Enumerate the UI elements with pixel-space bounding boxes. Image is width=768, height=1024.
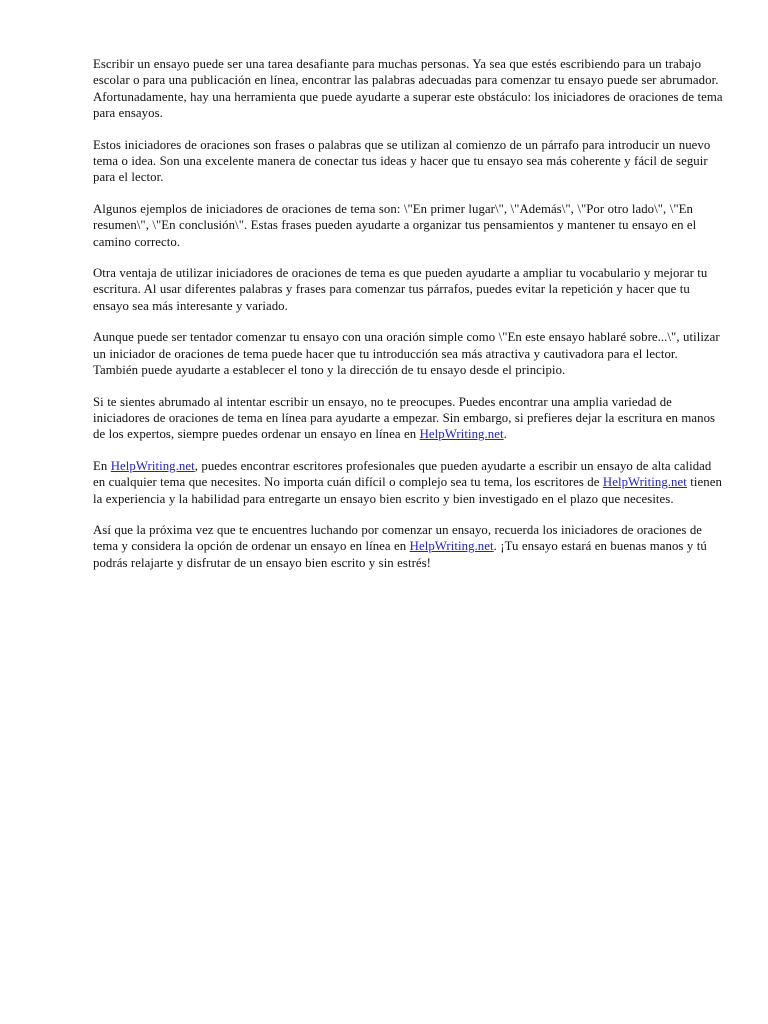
helpwriting-link[interactable]: HelpWriting.net (110, 458, 195, 473)
paragraph (93, 329, 723, 378)
helpwriting-link[interactable]: HelpWriting.net (419, 427, 504, 442)
paragraph-text: Escribir un ensayo puede ser una tarea desafiante para muchas personas. Ya sea que estés escribiendo para un trabajo escolar o para una publicación en línea, encontrar las palabras adecuadas para comenzar tu ensayo puede ser abrumador. Afortunadamente, hay una herramienta que puede ayudarte a superar este obstáculo: los iniciadores de oraciones de tema para ensayos. (93, 57, 723, 121)
paragraph-text: Así que la próxima vez que te encuentres luchando por comenzar un ensayo, recuerda los iniciadores de oraciones de tema y considera la opción de ordenar un ensayo en línea en (93, 522, 703, 554)
paragraph-text: . ¡Tu ensayo estará en buenas manos y tú podrás relajarte y disfrutar de un ensayo bien escrito y sin estrés! (93, 539, 707, 570)
paragraph-text: . (503, 427, 507, 442)
paragraph-text: En (93, 458, 111, 473)
helpwriting-link[interactable]: HelpWriting.net (409, 539, 494, 554)
paragraph-text: tienen la experiencia y la habilidad para entregarte un ensayo bien escrito y bien investigado en el plazo que necesites. (93, 475, 722, 506)
paragraph-text: Si te sientes abrumado al intentar escribir un ensayo, no te preocupes. Puedes encontrar una amplia variedad de iniciadores de oraciones de tema en línea para ayudarte a empezar. Sin embargo, si prefieres dejar la escritura en manos de los expertos, siempre puedes ordenar un ensayo en línea en (93, 394, 716, 442)
paragraph-text: Estos iniciadores de oraciones son frases o palabras que se utilizan al comienzo de un párrafo para introducir un nuevo tema o idea. Son una excelente manera de conectar tus ideas y hacer que tu ensayo sea más coherente y fácil de seguir para el lector. (93, 137, 711, 185)
paragraph-text: Aunque puede ser tentador comenzar tu ensayo con una oración simple como \"En este ensayo hablaré sobre...\", utilizar un iniciador de oraciones de tema puede hacer que tu introducción sea más atractiva y cautivadora para el lector. También puede ayudarte a establecer el tono y la dirección de tu ensayo desde el principio. (93, 330, 720, 378)
paragraph-text: Algunos ejemplos de iniciadores de oraciones de tema son: \"En primer lugar\", \"Además\", \"Por otro lado\", \"En resumen\", \"En conclusión\". Estas frases pueden ayudarte a organizar tus pensamientos y mantener tu ensayo en el camino correcto. (93, 201, 697, 249)
paragraph (93, 522, 723, 571)
paragraph (93, 56, 723, 122)
document-body (93, 56, 723, 571)
paragraph (93, 137, 723, 186)
paragraph (93, 458, 723, 507)
paragraph (93, 265, 723, 314)
paragraph-text: Otra ventaja de utilizar iniciadores de oraciones de tema es que pueden ayudarte a ampliar tu vocabulario y mejorar tu escritura. Al usar diferentes palabras y frases para comenzar tus párrafos, puedes evitar la repetición y hacer que tu ensayo sea más interesante y variado. (93, 266, 708, 313)
paragraph-text: , puedes encontrar escritores profesionales que pueden ayudarte a escribir un ensayo de alta calidad en cualquier tema que necesites. No importa cuán difícil o complejo sea tu tema, los escritores de (93, 458, 712, 490)
paragraph (93, 201, 723, 250)
paragraph (93, 394, 723, 443)
helpwriting-link[interactable]: HelpWriting.net (602, 475, 687, 490)
